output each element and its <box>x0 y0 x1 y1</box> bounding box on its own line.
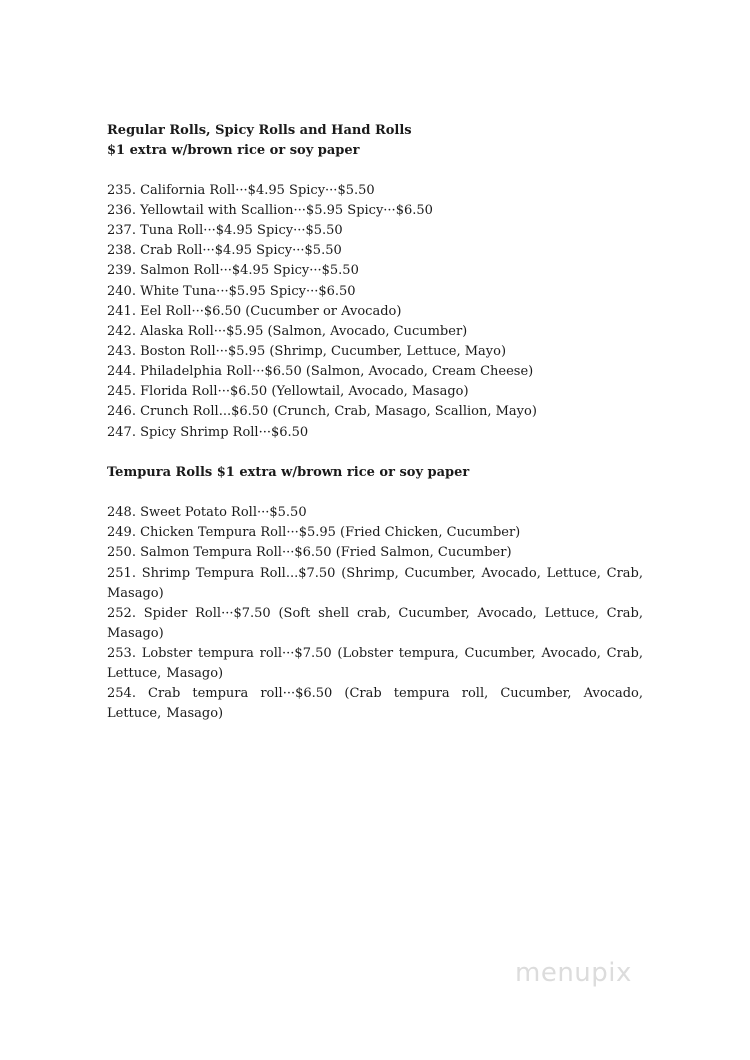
tempura-rolls-heading: Tempura Rolls $1 extra w/brown rice or soy paper <box>107 465 470 480</box>
menu-item: 235. California Roll···$4.95 Spicy···$5.50 <box>107 183 375 198</box>
menu-item: 241. Eel Roll···$6.50 (Cucumber or Avocado) <box>107 304 402 319</box>
menu-item: 243. Boston Roll···$5.95 (Shrimp, Cucumber, Lettuce, Mayo) <box>107 344 507 359</box>
menu-item: 244. Philadelphia Roll···$6.50 (Salmon, Avocado, Cream Cheese) <box>107 364 534 379</box>
menu-item: 239. Salmon Roll···$4.95 Spicy···$5.50 <box>107 263 359 278</box>
menu-item: 249. Chicken Tempura Roll···$5.95 (Fried Chicken, Cucumber) <box>107 525 521 540</box>
menu-item: 247. Spicy Shrimp Roll···$6.50 <box>107 425 309 440</box>
menu-item: 237. Tuna Roll···$4.95 Spicy···$5.50 <box>107 223 343 238</box>
menu-item: 246. Crunch Roll...$6.50 (Crunch, Crab, Masago, Scallion, Mayo) <box>107 404 537 419</box>
menu-item: 240. White Tuna···$5.95 Spicy···$6.50 <box>107 284 356 299</box>
menu-item: 248. Sweet Potato Roll···$5.50 <box>107 505 307 520</box>
menu-item: 252. Spider Roll···$7.50 (Soft shell crab, Cucumber, Avocado, Lettuce, Crab, Masago) <box>107 606 643 642</box>
menu-item: 236. Yellowtail with Scallion···$5.95 Spicy···$6.50 <box>107 203 433 218</box>
menu-item: 250. Salmon Tempura Roll···$6.50 (Fried Salmon, Cucumber) <box>107 545 512 560</box>
menu-item: 254. Crab tempura roll···$6.50 (Crab tempura roll, Cucumber, Avocado, Lettuce, Masago) <box>107 686 643 722</box>
menu-item: 253. Lobster tempura roll···$7.50 (Lobster tempura, Cucumber, Avocado, Crab, Lettuce, Masago) <box>107 646 643 682</box>
menupix-watermark-logo: menupix <box>515 958 632 988</box>
menu-item: 238. Crab Roll···$4.95 Spicy···$5.50 <box>107 243 342 258</box>
menu-item: 251. Shrimp Tempura Roll...$7.50 (Shrimp, Cucumber, Avocado, Lettuce, Crab, Masago) <box>107 566 643 602</box>
regular-rolls-heading: Regular Rolls, Spicy Rolls and Hand Rolls <box>107 123 412 138</box>
menu-item: 245. Florida Roll···$6.50 (Yellowtail, Avocado, Masago) <box>107 384 469 399</box>
menu-item: 242. Alaska Roll···$5.95 (Salmon, Avocado, Cucumber) <box>107 324 468 339</box>
regular-rolls-subheading: $1 extra w/brown rice or soy paper <box>107 143 360 158</box>
